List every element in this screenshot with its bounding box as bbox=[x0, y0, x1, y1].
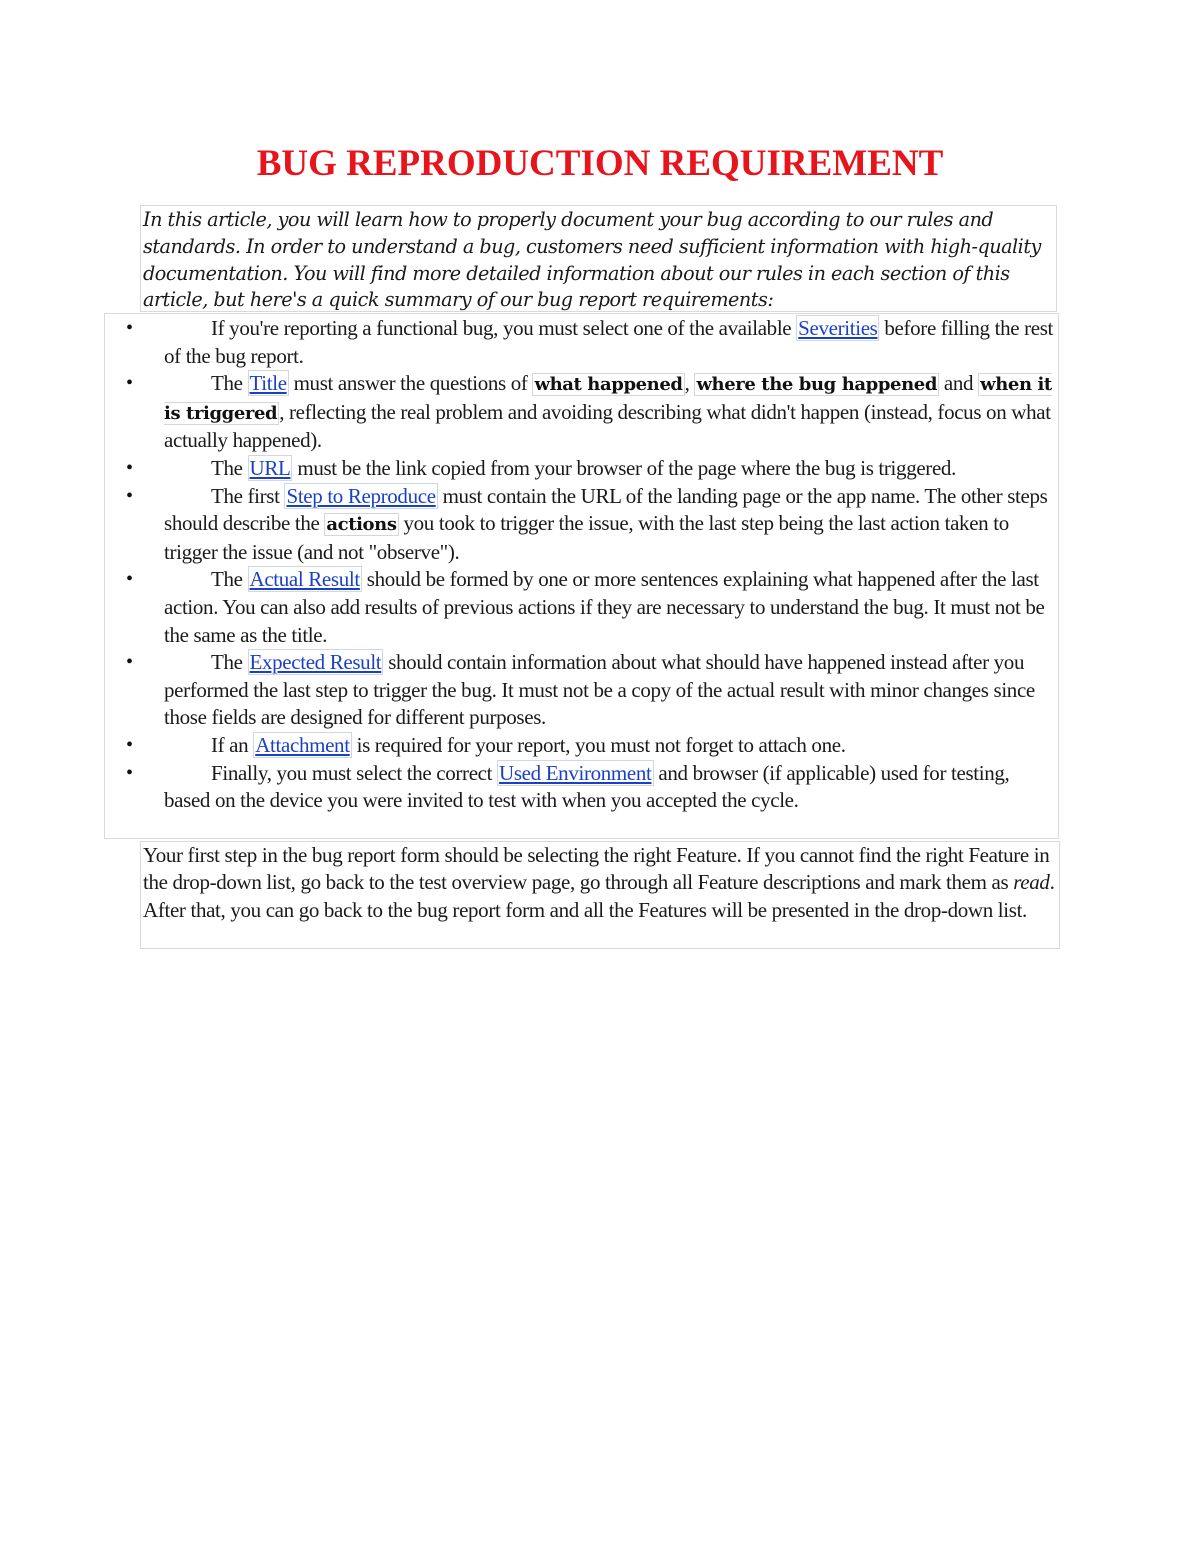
item-text: The bbox=[211, 567, 248, 592]
item-text: before filling the rest of the bug report. bbox=[164, 316, 1054, 368]
bullet-icon: • bbox=[126, 651, 133, 674]
bullet-icon: • bbox=[126, 317, 133, 339]
requirements-list bbox=[104, 315, 1060, 815]
item-text: should be formed by one or more sentences explaining what happened after the last action. You can also add results of previous actions if they are necessary to understand the bug. It must not be the same as the title. bbox=[164, 567, 1045, 647]
bullet-icon: • bbox=[126, 484, 133, 507]
item-text: , reflecting the real problem and avoiding describing what didn't happen (instead, focus on what actually happened). bbox=[164, 399, 1051, 453]
bold-phrase: when it is triggered bbox=[164, 374, 1052, 424]
list-item-expected-result bbox=[104, 649, 1060, 732]
item-text: The bbox=[211, 650, 248, 675]
list-item-severity bbox=[104, 315, 1060, 370]
used-environment-link[interactable]: Used Environment bbox=[499, 760, 652, 785]
list-item-title bbox=[104, 370, 1060, 455]
item-text: and bbox=[939, 371, 979, 396]
severities-link[interactable]: Severities bbox=[798, 316, 878, 340]
bullet-icon: • bbox=[126, 568, 133, 591]
list-item-url bbox=[104, 455, 1060, 483]
step-to-reproduce-link[interactable]: Step to Reproduce bbox=[286, 483, 436, 508]
item-text: is required for your report, you must not forget to attach one. bbox=[351, 732, 846, 757]
expected-result-link[interactable]: Expected Result bbox=[249, 650, 382, 675]
bullet-icon: • bbox=[126, 372, 133, 395]
list-item-attachment bbox=[104, 732, 1060, 760]
item-text: The bbox=[211, 371, 248, 396]
italic-word: read bbox=[1013, 870, 1050, 895]
intro-paragraph: In this article, you will learn how to properly document your bug according to our rules and standards. In order to understand a bug, customers need sufficient information with high-quality documentation. You will find more detailed information about our rules in each section of this article, but here's a quick summary of our bug report requirements: bbox=[140, 205, 1057, 312]
bold-phrase: actions bbox=[326, 514, 397, 536]
item-text: and browser (if applicable) used for testing, based on the device you were invited to test with when you accepted the cycle. bbox=[164, 760, 1010, 813]
bold-phrase: what happened bbox=[534, 374, 683, 396]
title-link[interactable]: Title bbox=[249, 371, 287, 396]
item-text: must be the link copied from your browser of the page where the bug is triggered. bbox=[292, 455, 956, 480]
bullet-icon: • bbox=[126, 733, 133, 756]
item-text: , bbox=[684, 371, 695, 396]
bullet-icon: • bbox=[126, 761, 133, 784]
item-text: should contain information about what should have happened instead after you performed the last step to trigger the bug. It must not be a copy of the actual result with minor changes since those fields are designed for different purposes. bbox=[164, 650, 1035, 730]
list-item-environment bbox=[104, 760, 1060, 815]
item-text: If you're reporting a functional bug, you must select one of the available bbox=[211, 316, 797, 340]
attachment-link[interactable]: Attachment bbox=[255, 732, 350, 757]
outro-text: . After that, you can go back to the bug report form and all the Features will be presented in the drop-down list. bbox=[143, 870, 1055, 922]
bold-phrase: where the bug happened bbox=[696, 374, 938, 396]
outro-text: Your first step in the bug report form should be selecting the right Feature. If you cannot find the right Feature in the drop-down list, go back to the test overview page, go through all Feature descriptions and mark them as bbox=[143, 843, 1050, 895]
url-link[interactable]: URL bbox=[249, 455, 291, 480]
item-text: must contain the URL of the landing page or the app name. The other steps should describe the bbox=[164, 483, 1048, 536]
item-text: must answer the questions of bbox=[288, 371, 533, 396]
item-text: you took to trigger the issue, with the last step being the last action taken to trigger the issue (and not "observe"). bbox=[164, 511, 1009, 564]
actual-result-link[interactable]: Actual Result bbox=[249, 567, 360, 592]
page-title: BUG REPRODUCTION REQUIREMENT bbox=[256, 143, 944, 184]
item-text: Finally, you must select the correct bbox=[211, 760, 498, 785]
item-text: If an bbox=[211, 732, 254, 757]
item-text: The bbox=[211, 455, 248, 480]
list-item-actual-result bbox=[104, 566, 1060, 649]
outro-paragraph bbox=[140, 841, 1060, 949]
list-item-steps bbox=[104, 483, 1060, 567]
bullet-icon: • bbox=[126, 456, 133, 479]
item-text: The first bbox=[211, 483, 285, 508]
